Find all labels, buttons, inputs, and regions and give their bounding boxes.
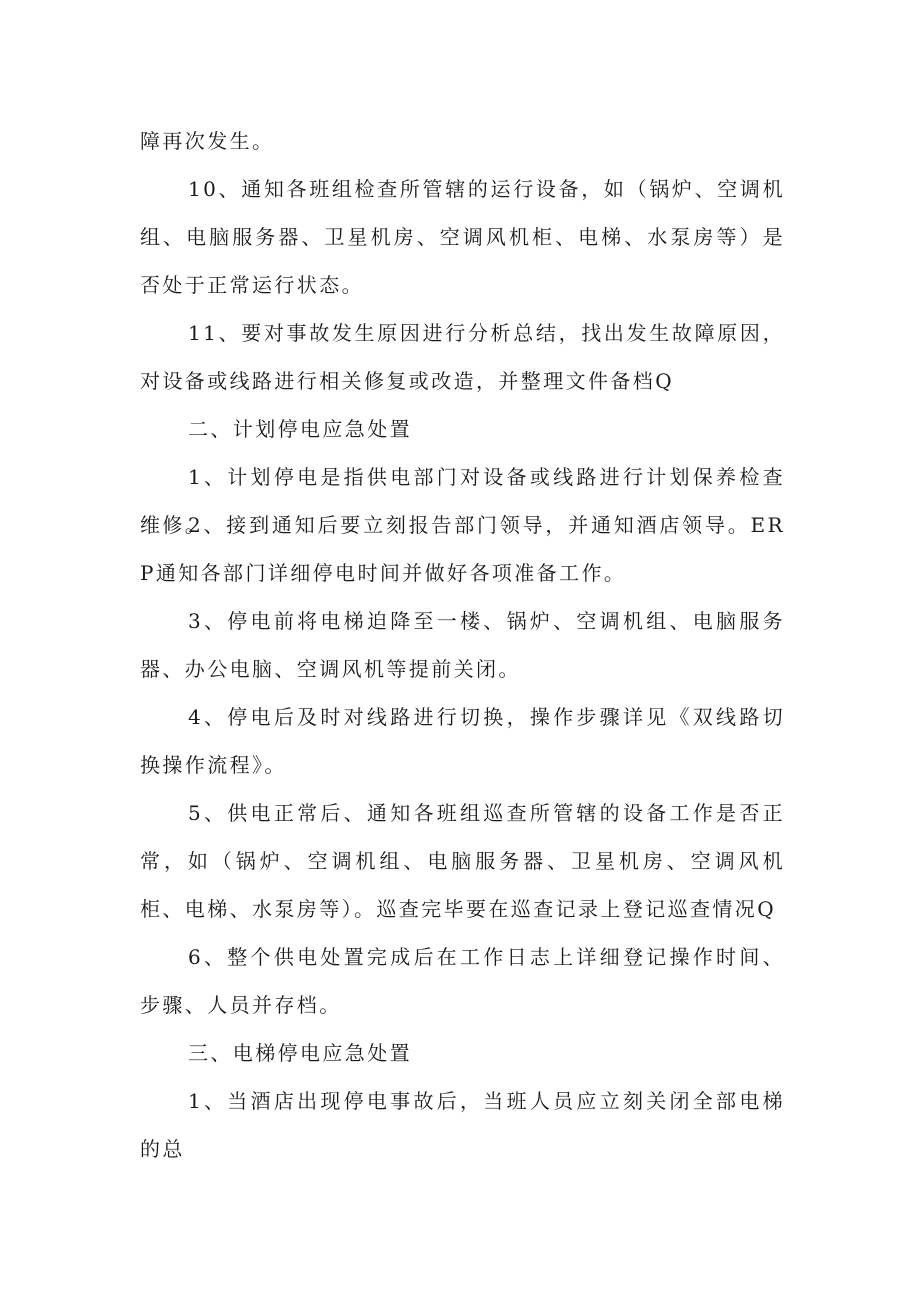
section3-item-1: 1、当酒店出现停电事故后，当班人员应立刻关闭全部电梯的总: [140, 1089, 785, 1161]
paragraph-item-11: 11、要对事故发生原因进行分析总结，找出发生故障原因，对设备或线路进行相关修复或改造，并整理文件备档Q: [140, 321, 785, 393]
paragraph-continuation: 障再次发生。: [140, 129, 275, 153]
section-heading-planned-outage: 二、计划停电应急处置: [188, 417, 412, 441]
section2-item-2: 2、接到通知后要立刻报告部门领导，并通知酒店领导。ERP通知各部门详细停电时间并做好各项准备工作。: [140, 513, 785, 585]
section-heading-elevator-outage: 三、电梯停电应急处置: [188, 1041, 412, 1065]
section2-item-6: 6、整个供电处置完成后在工作日志上详细登记操作时间、步骤、人员并存档。: [140, 945, 785, 1017]
section2-item-3: 3、停电前将电梯迫降至一楼、锅炉、空调机组、电脑服务器、办公电脑、空调风机等提前关闭。: [140, 609, 785, 681]
paragraph-item-10: 10、通知各班组检查所管辖的运行设备，如（锅炉、空调机组、电脑服务器、卫星机房、空调风机柜、电梯、水泵房等）是否处于正常运行状态。: [140, 177, 785, 297]
section2-item-4: 4、停电后及时对线路进行切换，操作步骤详见《双线路切换操作流程》。: [140, 705, 785, 777]
section2-item-5: 5、供电正常后、通知各班组巡查所管辖的设备工作是否正常，如（锅炉、空调机组、电脑服务器、卫星机房、空调风机柜、电梯、水泵房等）。巡查完毕要在巡查记录上登记巡查情况Q: [140, 801, 785, 921]
section2-item-1: 1、计划停电是指供电部门对设备或线路进行计划保养检查维修。: [140, 465, 785, 537]
